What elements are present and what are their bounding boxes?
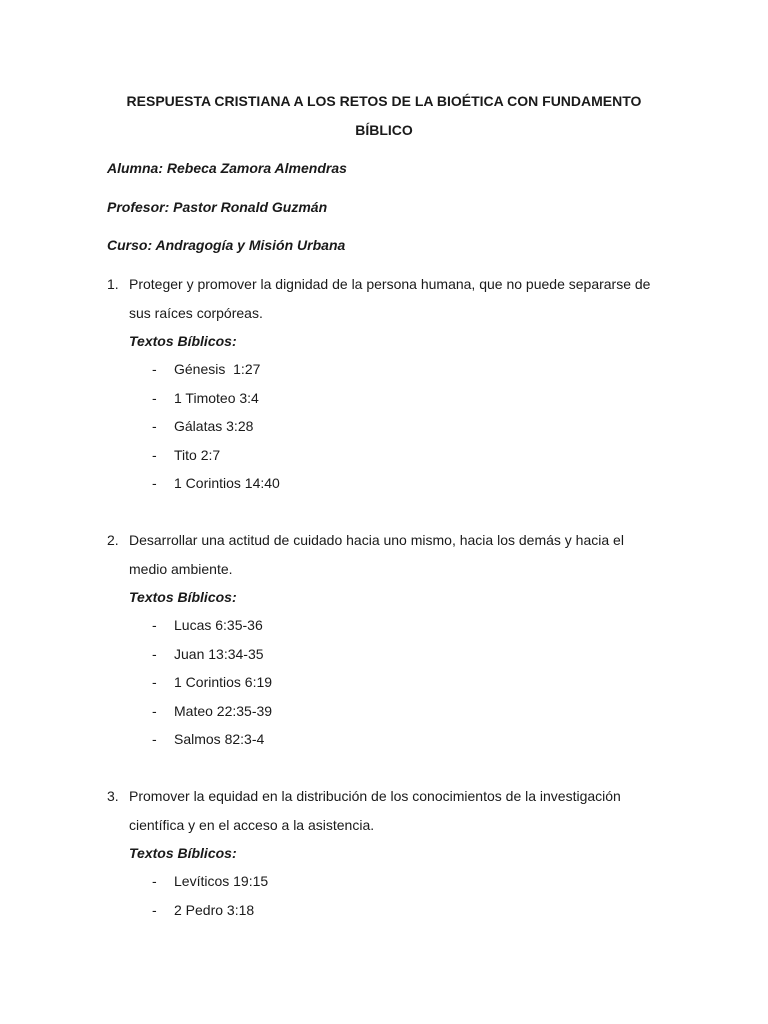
section-text: Promover la equidad en la distribución de los conocimientos de la investigación científica y en el acceso a la asistencia. [129, 788, 621, 833]
list-marker: - [152, 475, 157, 491]
reference-text: Tito 2:7 [174, 446, 221, 463]
reference-text: Génesis 1:27 [174, 361, 261, 377]
section-number: 3. [107, 788, 119, 804]
section-number: 2. [107, 532, 119, 548]
list-marker: - [152, 446, 157, 463]
section-heading: Textos Bíblicos: [129, 333, 237, 349]
reference-text: Lucas 6:35-36 [174, 617, 263, 633]
section-heading: Textos Bíblicos: [129, 845, 237, 861]
reference-text: Mateo 22:35-39 [174, 702, 273, 719]
reference-text: 2 Pedro 3:18 [174, 901, 255, 918]
reference-text: 1 Corintios 14:40 [174, 475, 280, 491]
section-text: Desarrollar una actitud de cuidado hacia uno mismo, hacia los demás y hacia el medio ambiente. [129, 532, 624, 577]
list-marker: - [152, 645, 157, 662]
reference-text: Salmos 82:3-4 [174, 731, 265, 747]
list-marker: - [152, 389, 157, 406]
list-marker: - [152, 702, 157, 719]
list-marker: - [152, 617, 157, 633]
reference-text: Gálatas 3:28 [174, 418, 254, 434]
professor-name: Profesor: Pastor Ronald Guzmán [107, 199, 328, 215]
list-marker: - [152, 901, 157, 918]
section-text: Proteger y promover la dignidad de la persona humana, que no puede separarse de sus raíces corpóreas. [129, 276, 651, 321]
course-name: Curso: Andragogía y Misión Urbana [107, 237, 346, 253]
document-title-line-2: BÍBLICO [355, 122, 413, 138]
list-marker: - [152, 731, 157, 747]
student-name: Alumna: Rebeca Zamora Almendras [107, 160, 347, 176]
section-heading: Textos Bíblicos: [129, 589, 237, 605]
reference-text: 1 Corintios 6:19 [174, 674, 273, 690]
reference-text: Levíticos 19:15 [174, 873, 269, 889]
list-marker: - [152, 361, 157, 377]
list-marker: - [152, 674, 157, 690]
list-marker: - [152, 873, 157, 889]
document-title-line-1: RESPUESTA CRISTIANA A LOS RETOS DE LA BIOÉTICA CON FUNDAMENTO [126, 93, 642, 109]
section-number: 1. [107, 276, 119, 292]
reference-text: Juan 13:34-35 [174, 645, 264, 662]
reference-text: 1 Timoteo 3:4 [174, 389, 259, 406]
list-marker: - [152, 418, 157, 434]
